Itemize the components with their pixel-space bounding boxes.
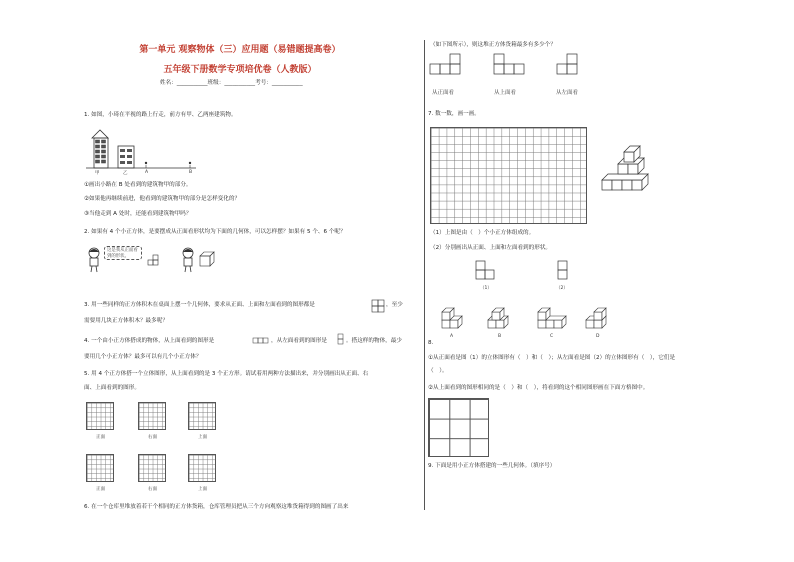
q3-view-shape [372,300,384,312]
q8-label-b: B [498,334,502,339]
question-8-part-1: ①从正面看是图（1）的立体图形有（ ）和（ ）；从左面看是图（2）的立体图形有（ ），它们是 [428,355,676,361]
q8-answer-grid [428,398,489,457]
q5-grid-top-2 [188,454,216,482]
question-3-line-2: 需要用几块正方体积木？最多呢？ [84,318,168,324]
question-1: 1. 如图，小琦在平视的路上行走，前方有甲、乙两座建筑物。 [84,112,237,118]
q8-label-view-2: （2） [556,286,568,291]
q2-front-view-figure [148,254,164,270]
q5-grid-front-1 [86,402,114,430]
q7-drawing-grid [430,127,587,224]
question-8-number: 8. [428,340,434,346]
q8-label-a: A [450,334,454,339]
q5-label-right-1: 右面 [148,435,157,440]
q1-label-b: B [189,170,193,175]
q8-solid-a [440,302,470,332]
q5-grid-right-1 [138,402,166,430]
q4-top-view-shape [253,338,269,344]
q5-label-right-2: 右面 [148,487,157,492]
question-4-end: 。搭这样的物体，最少 [346,338,402,344]
question-6: 6. 在一个仓库里堆放着若干个相同的正方体货箱，仓库管理员把从三个方向观察这堆货箱得到的图画了出来 [84,504,349,510]
question-3: 3. 用一些同样的正方体积木在桌面上摆一个几何体，要求从正面、上面和左面看到的图形都是 [84,302,315,308]
q5-grid-right-2 [138,454,166,482]
question-8-part-2: ②从上面看到的图形相同的是（ ）和（ ），将看到的这个相同图形画在下面方格图中。 [428,385,649,391]
q5-grid-front-2 [86,454,114,482]
q1-label-a: A [145,170,149,175]
q6-label-left: 从左面看 [556,90,579,96]
q2-child-figure [86,246,106,272]
question-4-mid: ，从左面看到的图形是 [271,338,327,344]
q5-label-top-1: 上面 [198,435,207,440]
q5-label-front-2: 正面 [96,487,105,492]
question-7: 7. 数一数，画一画。 [428,111,480,117]
q8-view-1 [476,261,496,281]
question-6-continued: （如下图所示），则这堆正方体货箱最多有多少个？ [430,42,556,48]
q8-label-c: C [550,334,554,339]
question-2: 2. 如果有 4 个小正方体，是要摆成从正面看形状均为下面的几何体，可以怎样摆？如果有 5 个、6 个呢？ [84,229,346,235]
q8-solid-d [584,302,614,332]
question-4: 4. 一个由小正方体搭成的物体，从上面看到的图形是 [84,338,215,344]
q8-label-view-1: （1） [480,286,492,291]
q1-label-jia: 甲 [95,171,100,176]
q8-label-d: D [596,334,600,339]
question-9: 9. 下面是用小正方体搭建的一些几何体。（填序号） [428,463,556,469]
page-subtitle: 五年级下册数学专项培优卷（人教版） [163,65,317,75]
q6-top-view [494,54,524,84]
question-4-line-2: 要用几个小正方体？最多可以有几个小正方体？ [84,354,202,360]
q6-front-view [430,54,460,84]
question-5-line-2: 面、上面看到的图形。 [84,385,140,391]
question-8-part-1-cont: （ ）。 [428,368,448,374]
question-7-part-2: （2）分别画出从正面、上面和左面看到的形状。 [430,245,552,251]
q7-cube-stack [600,140,660,195]
q5-grid-top-1 [188,402,216,430]
q5-label-front-1: 正面 [96,435,105,440]
question-3-end: ，至少 [386,302,403,308]
q8-view-2 [558,261,570,281]
q2-cube-sketch [198,250,222,270]
question-1-part-2: ②如果他再继续前进，他看到的建筑物甲的部分是怎样变化的？ [84,196,241,202]
page-title: 第一单元 观察物体（三）应用题（易错题提高卷） [139,45,341,55]
q6-label-front: 从正面看 [432,90,455,96]
q6-label-top: 从上面看 [494,90,517,96]
q8-solid-c [536,302,570,332]
student-info-line: 姓名：___________班级：___________考号：___________ [160,80,303,86]
q6-left-view [557,54,587,84]
q5-label-top-2: 上面 [198,487,207,492]
q2-speech-bubble: 这是我从正面看到的形状。 [104,246,142,260]
q8-solid-b [486,302,516,332]
q1-label-yi: 乙 [123,171,128,176]
q2-child-figure-2 [180,246,200,272]
question-1-part-3: ③当他走到 A 处时，还能看到建筑物甲吗？ [84,211,192,217]
column-divider [424,40,425,510]
question-1-part-1: ①画出小路在 B 处看到的建筑物甲的部分。 [84,182,192,188]
question-7-part-1: （1）上图是由（ ）个小正方体组成的。 [430,230,535,236]
q4-left-view-shape [338,334,344,344]
question-5: 5. 用 4 个正方体搭一个立体图形，从上面看到的是 3 个正方形。请试着用两种方法描出来，并分别画出从正面、右 [84,371,369,377]
